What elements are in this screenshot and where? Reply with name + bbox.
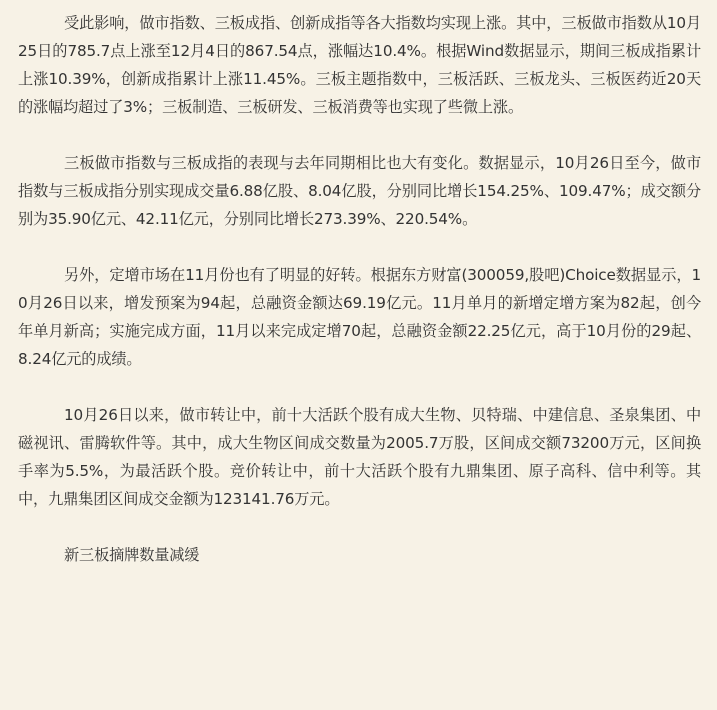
section-heading: 新三板摘牌数量减缓 bbox=[64, 546, 200, 564]
paragraph-yoy-comparison: 三板做市指数与三板成指的表现与去年同期相比也大有变化。数据显示，10月26日至今，做市指数与三板成指分别实现成交量6.88亿股、8.04亿股，分别同比增长154.25%、109.47%；成交额分别为35.90亿元、42.11亿元，分别同比增长273.39%、220.54%。 bbox=[18, 154, 701, 228]
paragraph-private-placement: 另外，定增市场在11月份也有了明显的好转。根据东方财富(300059,股吧)Choice数据显示，10月26日以来，增发预案为94起，总融资金额达69.19亿元。11月单月的新增定增方案为82起，创今年单月新高；实施完成方面，11月以来完成定增70起，总融资金额22.25亿元，高于10月份的29起、8.24亿元的成绩。 bbox=[18, 266, 701, 368]
paragraph-index-gains: 受此影响，做市指数、三板成指、创新成指等各大指数均实现上涨。其中，三板做市指数从10月25日的785.7点上涨至12月4日的867.54点，涨幅达10.4%。根据Wind数据显示，期间三板成指累计上涨10.39%，创新成指累计上涨11.45%。三板主题指数中，三板活跃、三板龙头、三板医药近20天的涨幅均超过了3%；三板制造、三板研发、三板消费等也实现了些微上涨。 bbox=[18, 14, 701, 116]
paragraph-active-stocks: 10月26日以来，做市转让中，前十大活跃个股有成大生物、贝特瑞、中建信息、圣泉集团、中磁视讯、雷腾软件等。其中，成大生物区间成交数量为2005.7万股，区间成交额73200万元，区间换手率为5.5%，为最活跃个股。竞价转让中，前十大活跃个股有九鼎集团、原子高科、信中利等。其中，九鼎集团区间成交金额为123141.76万元。 bbox=[18, 406, 701, 508]
